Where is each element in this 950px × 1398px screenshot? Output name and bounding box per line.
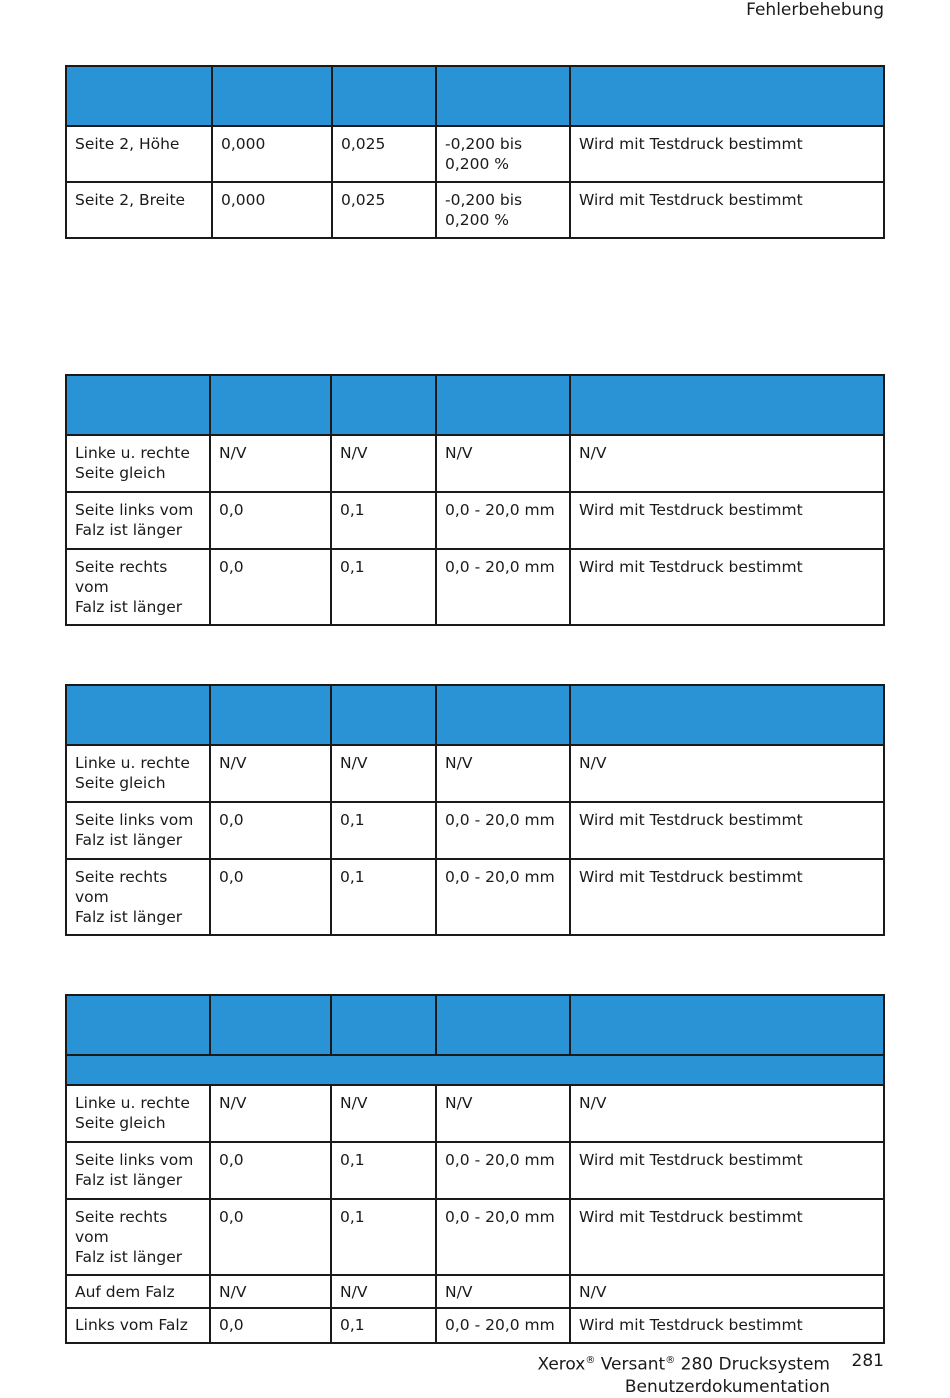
cell-increment: 0,1: [331, 1308, 436, 1343]
cell-increment: 0,025: [332, 126, 436, 182]
footer-model: 280 Drucksystem: [680, 1354, 830, 1375]
table-row: [66, 435, 884, 492]
footer-brand: Xerox: [537, 1354, 586, 1375]
cell-increment: 0,1: [331, 1142, 436, 1199]
cell-range: 0,0 - 20,0 mm: [436, 859, 570, 935]
cell-range: -0,200 bis 0,200 %: [436, 182, 570, 238]
footer-product: Versant: [600, 1354, 666, 1375]
table-row: [66, 859, 884, 935]
cell-note: Wird mit Testdruck bestimmt: [570, 802, 884, 859]
row-label: Seite links vom Falz ist länger: [66, 802, 210, 859]
footer-product-info: [537, 1350, 830, 1398]
cell-note: Wird mit Testdruck bestimmt: [570, 1199, 884, 1275]
cell-increment: 0,025: [332, 182, 436, 238]
table-header-row: [66, 375, 884, 435]
cell-increment: 0,1: [331, 549, 436, 625]
settings-table-2: [65, 374, 885, 626]
table-row: [66, 182, 884, 238]
page-number: 281: [851, 1351, 884, 1371]
row-label: Linke u. rechte Seite gleich: [66, 1085, 210, 1142]
cell-note: N/V: [570, 1085, 884, 1142]
footer-doc-title: Benutzerdokumentation: [624, 1376, 830, 1397]
cell-increment: N/V: [331, 1085, 436, 1142]
row-label: Seite rechts vom Falz ist länger: [66, 549, 210, 625]
cell-default: N/V: [210, 1085, 331, 1142]
cell-note: Wird mit Testdruck bestimmt: [570, 1142, 884, 1199]
cell-increment: 0,1: [331, 859, 436, 935]
cell-increment: N/V: [331, 435, 436, 492]
settings-table-4: [65, 994, 885, 1344]
table-row: [66, 1085, 884, 1142]
row-label: Seite rechts vom Falz ist länger: [66, 1199, 210, 1275]
cell-range: 0,0 - 20,0 mm: [436, 802, 570, 859]
cell-default: N/V: [210, 1275, 331, 1308]
cell-default: 0,0: [210, 859, 331, 935]
cell-note: Wird mit Testdruck bestimmt: [570, 549, 884, 625]
cell-default: N/V: [210, 435, 331, 492]
row-label: Seite links vom Falz ist länger: [66, 492, 210, 549]
row-label: Seite 2, Breite: [66, 182, 212, 238]
cell-increment: 0,1: [331, 802, 436, 859]
cell-increment: N/V: [331, 745, 436, 802]
cell-range: N/V: [436, 1085, 570, 1142]
cell-range: N/V: [436, 435, 570, 492]
row-label: Links vom Falz: [66, 1308, 210, 1343]
row-label: Linke u. rechte Seite gleich: [66, 745, 210, 802]
row-label: Seite links vom Falz ist länger: [66, 1142, 210, 1199]
registered-mark: ®: [585, 1355, 596, 1366]
running-header: Fehlerbehebung: [746, 0, 884, 20]
table-header-row: [66, 995, 884, 1055]
cell-note: Wird mit Testdruck bestimmt: [570, 492, 884, 549]
cell-note: Wird mit Testdruck bestimmt: [570, 126, 884, 182]
table-row: [66, 1142, 884, 1199]
cell-note: N/V: [570, 435, 884, 492]
registered-mark: ®: [665, 1355, 676, 1366]
cell-default: 0,0: [210, 802, 331, 859]
cell-range: -0,200 bis 0,200 %: [436, 126, 570, 182]
cell-increment: 0,1: [331, 1199, 436, 1275]
settings-table-1: [65, 65, 885, 239]
cell-default: 0,0: [210, 1199, 331, 1275]
row-label: Seite rechts vom Falz ist länger: [66, 859, 210, 935]
cell-default: 0,000: [212, 182, 332, 238]
table-row: [66, 1275, 884, 1308]
cell-default: 0,0: [210, 1308, 331, 1343]
cell-increment: N/V: [331, 1275, 436, 1308]
cell-default: 0,000: [212, 126, 332, 182]
table-row: [66, 126, 884, 182]
footer-product-line: [537, 1350, 830, 1376]
cell-range: 0,0 - 20,0 mm: [436, 492, 570, 549]
cell-note: Wird mit Testdruck bestimmt: [570, 182, 884, 238]
cell-range: 0,0 - 20,0 mm: [436, 1199, 570, 1275]
cell-default: 0,0: [210, 549, 331, 625]
table-row: [66, 492, 884, 549]
cell-increment: 0,1: [331, 492, 436, 549]
settings-table-3: [65, 684, 885, 936]
cell-default: 0,0: [210, 1142, 331, 1199]
cell-note: Wird mit Testdruck bestimmt: [570, 859, 884, 935]
cell-range: N/V: [436, 1275, 570, 1308]
cell-default: 0,0: [210, 492, 331, 549]
row-label: Linke u. rechte Seite gleich: [66, 435, 210, 492]
cell-range: N/V: [436, 745, 570, 802]
table-row: [66, 1308, 884, 1343]
table-row: [66, 1199, 884, 1275]
row-label: Seite 2, Höhe: [66, 126, 212, 182]
table-row: [66, 549, 884, 625]
table-subheader-row: [66, 1055, 884, 1085]
table-row: [66, 802, 884, 859]
cell-range: 0,0 - 20,0 mm: [436, 1308, 570, 1343]
table-header-row: [66, 685, 884, 745]
cell-note: N/V: [570, 745, 884, 802]
cell-note: Wird mit Testdruck bestimmt: [570, 1308, 884, 1343]
cell-range: 0,0 - 20,0 mm: [436, 1142, 570, 1199]
cell-default: N/V: [210, 745, 331, 802]
row-label: Auf dem Falz: [66, 1275, 210, 1308]
cell-range: 0,0 - 20,0 mm: [436, 549, 570, 625]
table-row: [66, 745, 884, 802]
cell-note: N/V: [570, 1275, 884, 1308]
table-header-row: [66, 66, 884, 126]
